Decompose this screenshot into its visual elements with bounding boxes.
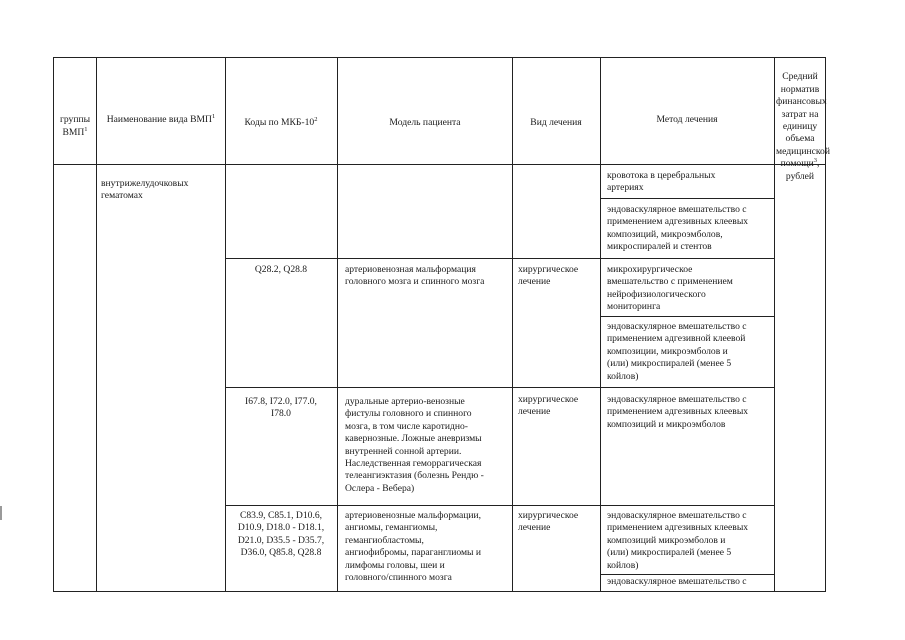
treatment-cell: хирургическое лечение [518, 264, 579, 288]
col-divider [600, 57, 601, 592]
header-name [100, 102, 222, 127]
row-divider [225, 258, 774, 259]
col-divider [337, 57, 338, 592]
method-cell: кровотока в церебральных артериях [607, 170, 716, 194]
treatment-cell: хирургическое лечение [518, 394, 579, 418]
header-codes-text: Коды по МКБ-10 [244, 117, 315, 129]
header-method [602, 102, 772, 127]
col-divider [225, 57, 226, 592]
method-divider [600, 198, 774, 199]
header-group-text: группы ВМП [59, 114, 91, 138]
header-codes [228, 105, 334, 130]
header-method-text: Метод лечения [656, 114, 718, 126]
header-group [55, 102, 95, 139]
header-cost [776, 59, 830, 183]
header-cost-tail: , рублей [785, 158, 820, 182]
method-cell: эндоваскулярное вмешательство с применением адгезивных клеевых композиций и микроэмболов [607, 394, 749, 430]
patient-model-cell: дуральные артерио-венозные фистулы головного и спинного мозга, в том числе каротидно- кавернозные. Ложные аневризмы внутренней сонной артерии. Наследственная геморрагическая телеангиэктазия (болезнь Рендю - Ослера - Вебера) [345, 396, 484, 494]
header-treatment-text: Вид лечения [530, 117, 582, 129]
col-divider [774, 57, 775, 592]
method-cell: эндоваскулярное вмешательство с применением адгезивных клеевых композиций микроэмболов и (или) микроспиралей (менее 5 койлов) [607, 510, 749, 571]
treatment-cell: хирургическое лечение [518, 510, 579, 534]
method-divider [600, 316, 774, 317]
row-divider [225, 505, 774, 506]
patient-model-cell: артериовенозная мальформация головного мозга и спинного мозга [345, 264, 485, 288]
row-divider [225, 387, 774, 388]
header-codes-sup: 2 [314, 116, 318, 124]
codes-cell: I67.8, I72.0, I77.0, I78.0 [245, 396, 317, 420]
method-cell: эндоваскулярное вмешательство с [607, 576, 747, 587]
method-cell: микрохирургическое вмешательство с применением нейрофизиологического мониторинга [607, 264, 733, 313]
col-divider [512, 57, 513, 592]
header-treatment [514, 105, 598, 130]
method-divider [600, 574, 774, 575]
header-cost-sup: 3 [813, 157, 817, 165]
header-model-text: Модель пациента [389, 117, 461, 129]
patient-model-cell: артериовенозные мальформации, ангиомы, гемангиомы, гемангиобластомы, ангиофибромы, параганглиомы и лимфомы головы, шеи и головного/спинного мозга [345, 510, 482, 584]
header-group-sup: 1 [84, 125, 88, 133]
scan-edge-mark [0, 506, 2, 520]
header-model [340, 105, 510, 130]
header-name-sup: 1 [211, 113, 216, 121]
method-cell: эндоваскулярное вмешательство с применением адгезивных клеевых композиций, микроэмболов, микроспиралей и стентов [607, 204, 749, 253]
codes-cell: Q28.2, Q28.8 [254, 264, 308, 275]
method-cell: эндоваскулярное вмешательство с применением адгезивной клеевой композиции, микроэмболов и (или) микроспиралей (менее 5 койлов) [607, 321, 747, 382]
vmp-name-cell: внутрижелудочковых гематомах [101, 178, 189, 202]
codes-cell: C83.9, C85.1, D10.6, D10.9, D18.0 - D18.1, D21.0, D35.5 - D35.7, D36.0, Q85.8, Q28.8 [237, 510, 325, 559]
col-divider [96, 57, 97, 592]
header-divider [53, 164, 826, 165]
header-cost-text: Средний норматив финансовых затрат на единицу объема медицинской помощи [776, 71, 830, 170]
header-name-text: Наименование вида ВМП [106, 114, 212, 126]
